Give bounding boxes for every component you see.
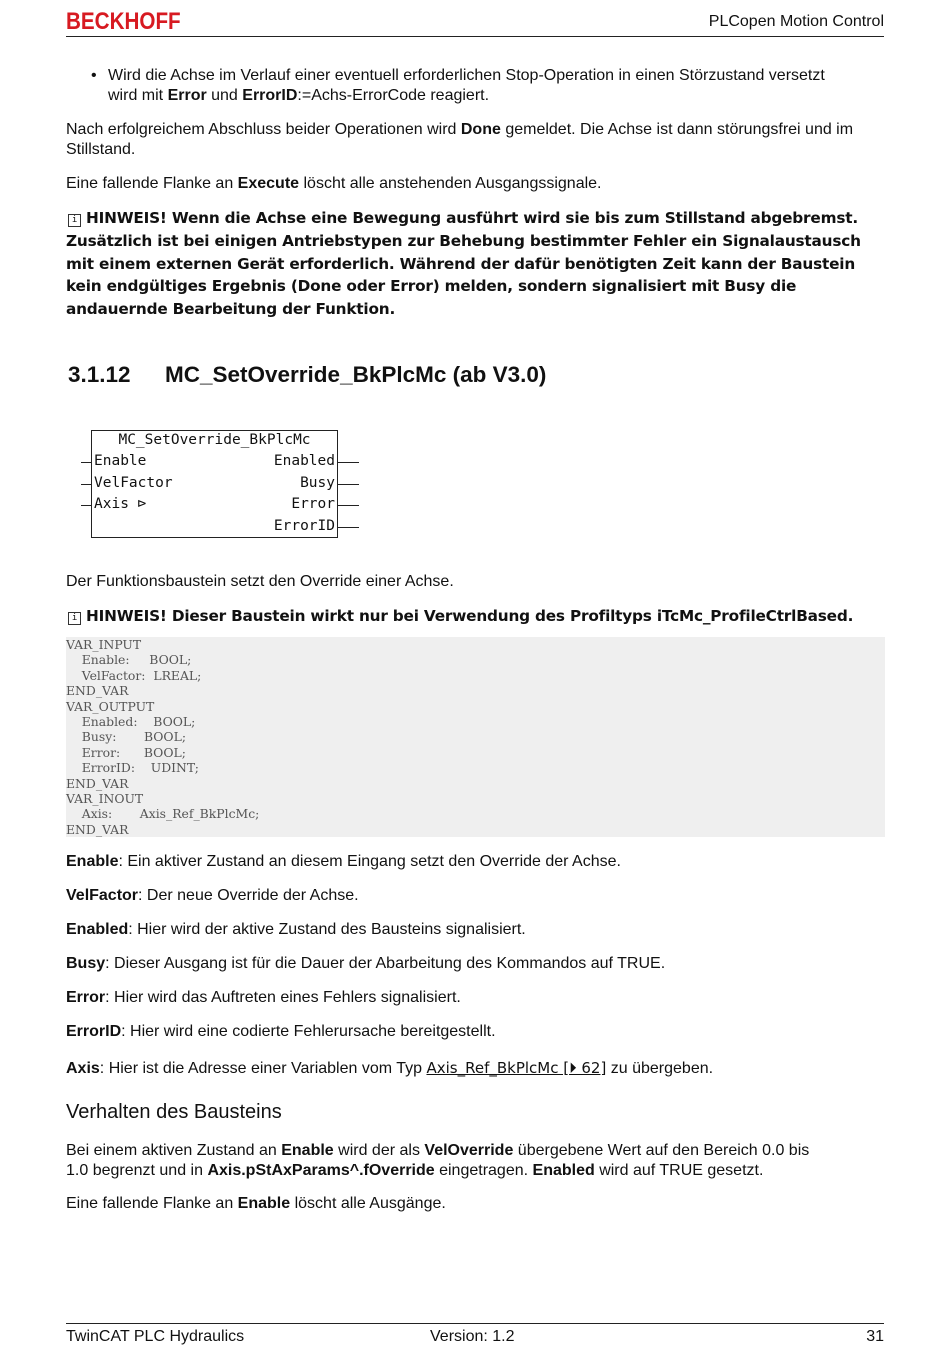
- output-pin-line: [338, 484, 359, 485]
- header-divider: [66, 36, 884, 37]
- info-icon: i: [68, 214, 81, 227]
- header-title: PLCopen Motion Control: [708, 13, 884, 30]
- text-part: löscht alle Ausgänge.: [290, 1195, 446, 1212]
- function-block-diagram: [91, 430, 338, 538]
- text-part: Bei einem aktiven Zustand an: [66, 1142, 282, 1159]
- input-pin-line: [81, 484, 91, 485]
- text-part: löscht alle anstehenden Ausgangssignale.: [299, 175, 602, 192]
- paragraph-done: [66, 120, 886, 160]
- section-number: 3.1.12: [68, 362, 131, 387]
- param-error: [66, 988, 886, 1008]
- bullet-text-part: :=Achs-ErrorCode reagiert.: [297, 87, 490, 104]
- param-text: : Hier wird das Auftreten eines Fehlers signalisiert.: [105, 989, 461, 1006]
- input-pin-line: [81, 462, 91, 463]
- fb-input-enable: Enable: [94, 453, 147, 469]
- param-text: : Hier wird eine codierte Fehlerursache bereitgestellt.: [121, 1023, 496, 1040]
- code-line: Enabled: BOOL;: [66, 714, 196, 729]
- code-block: [66, 637, 885, 837]
- bullet-term-errorid: ErrorID: [242, 87, 298, 104]
- term-execute: Execute: [237, 175, 300, 192]
- text-part: gemeldet. Die Achse ist dann störungsfrei und im Stillstand.: [66, 121, 854, 158]
- output-pin-line: [338, 462, 359, 463]
- output-pin-line: [338, 527, 359, 528]
- bullet-marker: •: [91, 67, 97, 84]
- term: Enable: [237, 1195, 291, 1212]
- code-line: VelFactor: LREAL;: [66, 667, 202, 683]
- footer-version: Version: 1.2: [430, 1328, 515, 1345]
- fb-output-errorid: ErrorID: [273, 518, 335, 534]
- footer-divider: [66, 1323, 884, 1324]
- hint-text: HINWEIS! Dieser Baustein wirkt nur bei Verwendung des Profiltyps iTcMc_ProfileCtrlBased.: [86, 607, 854, 625]
- param-text: zu übergeben.: [606, 1060, 714, 1077]
- text-part: eingetragen.: [434, 1162, 533, 1179]
- fb-name: MC_SetOverride_BkPlcMc: [118, 432, 311, 448]
- info-icon: i: [68, 612, 81, 625]
- code-line: END_VAR: [66, 775, 129, 791]
- text-part: Eine fallende Flanke an: [66, 1195, 238, 1212]
- term: Enabled: [532, 1162, 595, 1179]
- code-line: VAR_OUTPUT: [66, 698, 155, 714]
- code-line: VAR_INPUT: [66, 637, 142, 652]
- term: VelOverride: [424, 1142, 514, 1159]
- param-text: : Hier ist die Adresse einer Variablen vom Typ: [99, 1060, 427, 1077]
- param-name: ErrorID: [66, 1023, 122, 1040]
- code-line: VAR_INOUT: [66, 791, 144, 806]
- code-line: Enable: BOOL;: [66, 652, 192, 668]
- text-part: Eine fallende Flanke an: [66, 175, 238, 192]
- param-name: Enable: [66, 853, 119, 870]
- beckhoff-logo: BECKHOFF: [66, 8, 181, 35]
- param-name: VelFactor: [66, 887, 139, 904]
- bullet-text-part: wird mit: [108, 87, 168, 104]
- param-name: Busy: [66, 955, 106, 972]
- fb-input-velfactor: VelFactor: [94, 475, 173, 491]
- code-line: END_VAR: [66, 821, 129, 837]
- code-line: Axis: Axis_Ref_BkPlcMc;: [66, 806, 260, 822]
- fb-output-busy: Busy: [300, 475, 335, 491]
- behavior-paragraph-2: [66, 1194, 886, 1214]
- hint-stop-note: [66, 207, 886, 321]
- param-enable: [66, 852, 886, 872]
- paragraph-execute: [66, 174, 886, 194]
- bullet-text: [108, 66, 888, 106]
- hint-profile-note: [66, 605, 886, 628]
- param-text: : Hier wird der aktive Zustand des Bausteins signalisiert.: [128, 921, 526, 938]
- section-title: MC_SetOverride_BkPlcMc (ab V3.0): [165, 362, 547, 387]
- param-enabled: [66, 920, 886, 940]
- term: Axis.pStAxParams^.fOverride: [207, 1162, 435, 1179]
- input-pin-line: [81, 505, 91, 506]
- param-errorid: [66, 1022, 886, 1042]
- bullet-term-error: Error: [167, 87, 207, 104]
- param-name: Error: [66, 989, 106, 1006]
- behavior-heading: Verhalten des Bausteins: [66, 1101, 282, 1123]
- code-line: END_VAR: [66, 683, 129, 699]
- block-description: Der Funktionsbaustein setzt den Override einer Achse.: [66, 573, 454, 590]
- code-line: ErrorID: UDINT;: [66, 760, 199, 776]
- param-axis: [66, 1058, 886, 1079]
- code-line: Busy: BOOL;: [66, 729, 186, 745]
- text-part: 1.0 begrenzt und in: [66, 1162, 208, 1179]
- param-text: : Der neue Override der Achse.: [138, 887, 359, 904]
- page-number: 31: [866, 1328, 884, 1345]
- output-pin-line: [338, 505, 359, 506]
- param-text: : Ein aktiver Zustand an diesem Eingang setzt den Override der Achse.: [118, 853, 621, 870]
- footer-title: TwinCAT PLC Hydraulics: [66, 1328, 245, 1345]
- text-part: Nach erfolgreichem Abschluss beider Operationen wird: [66, 121, 461, 138]
- axis-ref-link[interactable]: Axis_Ref_BkPlcMc [⏵ 62]: [426, 1059, 607, 1077]
- fb-output-error: Error: [291, 496, 335, 512]
- code-line: Error: BOOL;: [66, 744, 186, 760]
- term-done: Done: [460, 121, 501, 138]
- text-part: übergebene Wert auf den Bereich 0.0 bis: [513, 1142, 810, 1159]
- param-velfactor: [66, 886, 886, 906]
- bullet-text-part: und: [206, 87, 243, 104]
- text-part: wird der als: [333, 1142, 425, 1159]
- fb-input-axis: Axis ⊳: [94, 496, 147, 512]
- param-name: Axis: [66, 1060, 100, 1077]
- section-heading: [68, 362, 546, 388]
- param-busy: [66, 954, 886, 974]
- behavior-paragraph-1: [66, 1141, 886, 1181]
- hint-text: HINWEIS! Wenn die Achse eine Bewegung ausführt wird sie bis zum Stillstand abgebremst. Zusätzlich ist bei einigen Antriebstypen zur Behebung bestimmter Fehler ein Signalaustausch mit einem externen Gerät erforderlich. Während der dafür benötigten Zeit kann der Baustein kein endgültiges Ergebnis (Done oder Error) melden, sondern signalisiert mit Busy die andauernde Bearbeitung der Funktion.: [66, 209, 861, 319]
- param-text: : Dieser Ausgang ist für die Dauer der Abarbeitung des Kommandos auf TRUE.: [105, 955, 666, 972]
- fb-output-enabled: Enabled: [273, 453, 335, 469]
- param-name: Enabled: [66, 921, 129, 938]
- bullet-line-1: Wird die Achse im Verlauf einer eventuell erforderlichen Stop-Operation in einen Störzustand versetzt: [108, 67, 825, 84]
- term: Enable: [281, 1142, 334, 1159]
- text-part: wird auf TRUE gesetzt.: [594, 1162, 764, 1179]
